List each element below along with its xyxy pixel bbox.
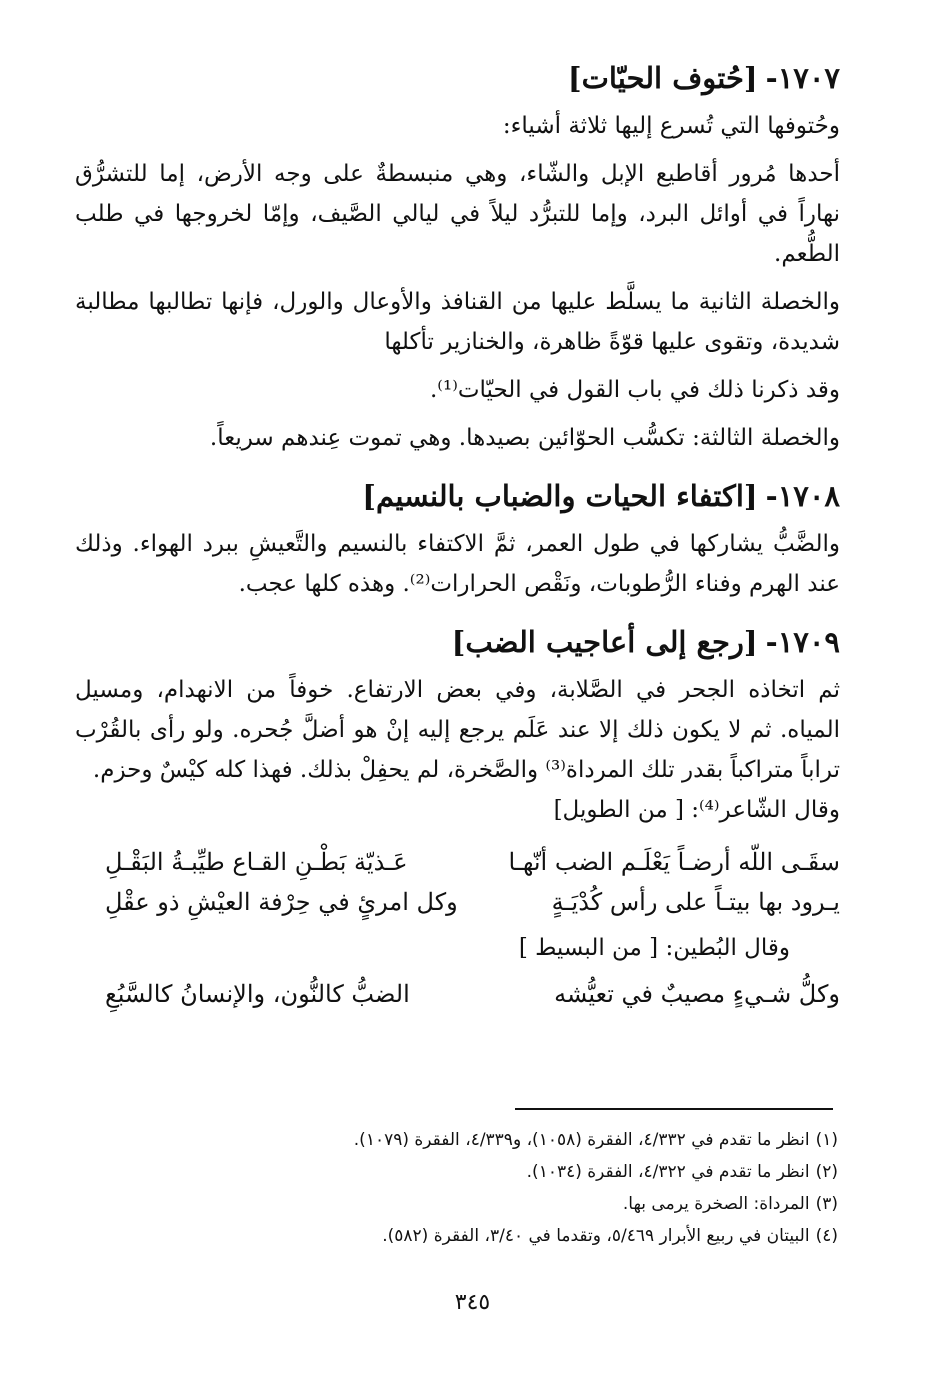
footnote-text: انظر ما تقدم في ٤/٣٣٢، الفقرة (١٠٥٨)، و٤/٣٣٩، الفقرة (١٠٧٩).: [353, 1130, 810, 1150]
verse-first-hemistich: سقَـى اللّه أرضـاً يَعْلَـم الضب أنّهـا: [508, 848, 840, 876]
paragraph: ثم اتخاذه الجحر في الصَّلابة، وفي بعض الارتفاع. خوفاً من الانهدام، ومسيل المياه. ثم لا يكون ذلك إلا عند عَلَم يرجع إليه إنْ هو أضلَّ جُحره. ولو رأى بالقُرْب تراباً متراكباً بقدر تلك المرداة⁽³⁾ والصَّخرة، لم يحفِلْ بذلك. فهذا كله كيْسٌ وحزم.: [75, 677, 840, 783]
verse-second-hemistich: الضبُّ كالنُّون، والإنسانُ كالسَّبُعِ: [105, 980, 410, 1008]
section-heading: [75, 58, 840, 98]
paragraph: والخصلة الثانية ما يسلَّط عليها من القنافذ والأوعال والورل، فإنها تطالبها مطالبة شديدة، وتقوى عليها قوّةً ظاهرة، والخنازير تأكلها: [75, 289, 840, 355]
footnote-text: المرداة: الصخرة يرمى بها.: [622, 1194, 810, 1214]
footnotes: [78, 1124, 838, 1252]
section-title: [حُتوف الحيّات]: [567, 61, 758, 95]
page-number: ٣٤٥: [454, 1290, 491, 1315]
section-number: ١٧٠٨-: [765, 479, 840, 513]
footnote-number: (١): [815, 1130, 838, 1150]
footnote-number: (٤): [815, 1226, 838, 1246]
verse-second-hemistich: وكل امرئٍ في حِرْفة العيْشِ ذو عقْلِ: [105, 888, 458, 916]
poem-intro: وقال البُطين: [ من البسيط ]: [518, 935, 790, 961]
section-1709: [75, 622, 840, 790]
footnote: [78, 1124, 838, 1156]
section-1707: [75, 58, 840, 458]
paragraph: وقد ذكرنا ذلك في باب القول في الحيّات⁽¹⁾.: [430, 377, 840, 403]
section-title: [اكتفاء الحيات والضباب بالنسيم]: [362, 479, 758, 513]
verse-first-hemistich: وكلُّ شـيءٍ مصيبٌ في تعيُّشه: [554, 980, 840, 1008]
footnote-text: انظر ما تقدم في ٤/٣٢٢، الفقرة (١٠٣٤).: [526, 1162, 810, 1182]
section-heading: [75, 622, 840, 662]
paragraph: وحُتوفها التي تُسرع إليها ثلاثة أشياء:: [502, 113, 840, 139]
verse-first-hemistich: يـرود بها بيتـاً على رأس كُدْيَـةٍ: [551, 888, 840, 916]
footnote-number: (٢): [815, 1162, 838, 1182]
section-number: ١٧٠٩-: [765, 625, 840, 659]
footnote: [78, 1220, 838, 1252]
poem-2: [75, 928, 840, 1014]
section-title: [رجع إلى أعاجيب الضب]: [451, 625, 758, 659]
footnote-text: البيتان في ربيع الأبرار ٥/٤٦٩، وتقدما في ٣/٤٠، الفقرة (٥٨٢).: [382, 1226, 810, 1246]
paragraph: والخصلة الثالثة: تكسُّب الحوّائين بصيدها. وهي تموت عِندهم سريعاً.: [209, 425, 840, 451]
verse-line: [75, 842, 840, 882]
verse-line: [75, 882, 840, 922]
section-1708: [75, 476, 840, 604]
poem-1: [75, 790, 840, 922]
poem-intro: وقال الشّاعر⁽⁴⁾: [ من الطويل]: [553, 797, 840, 823]
paragraph: أحدها مُرور أقاطيع الإبل والشّاء، وهي منبسطةٌ على وجه الأرض، إما للتشرُّق نهاراً في أوائل البرد، وإما للتبرُّد ليلاً في ليالي الصَّيف، وإمّا لخروجها في طلب الطُّعم.: [75, 161, 840, 267]
verse-second-hemistich: عَـذيّة بَطْـنِ القـاع طيِّبـةُ البَقْـلِ: [105, 848, 408, 876]
paragraph: والضَّبُّ يشاركها في طول العمر، ثمَّ الاكتفاء بالنسيم والتَّعيشِ ببرد الهواء. وذلك عند الهرم وفناء الرُّطوبات، ونَقْص الحرارات⁽²⁾. وهذه كلها عجب.: [75, 531, 840, 597]
section-number: ١٧٠٧-: [765, 61, 840, 95]
section-heading: [75, 476, 840, 516]
footnote: [78, 1188, 838, 1220]
footnote-divider: [515, 1108, 833, 1110]
footnote-number: (٣): [815, 1194, 838, 1214]
verse-line: [75, 974, 840, 1014]
footnote: [78, 1156, 838, 1188]
